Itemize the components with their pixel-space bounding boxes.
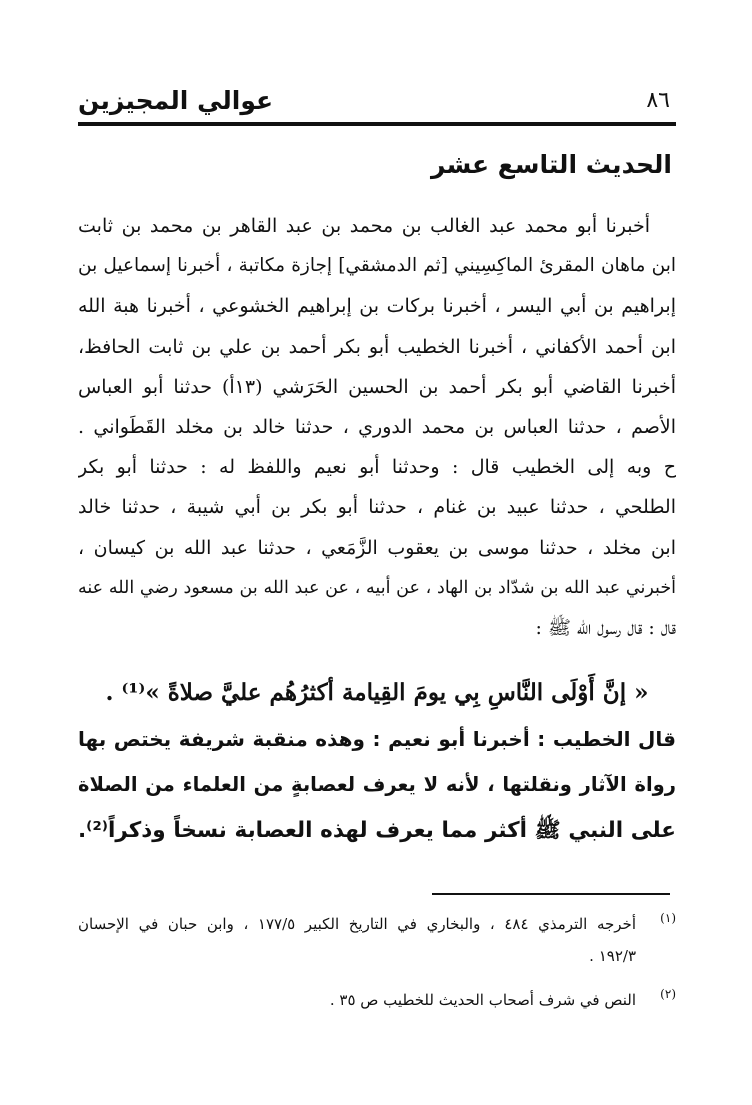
text-line: أخبرنا أبو محمد عبد الغالب بن محمد بن عبد القاهر بن محمد بن ثابت <box>78 215 650 237</box>
footnote-text <box>78 908 636 972</box>
section-title: الحديث التاسع عشر <box>431 150 672 179</box>
text-line: أخبرنا القاضي أبو بكر أحمد بن الحسين الحَرَشي (١٣أ) حدثنا أبو العباس <box>78 375 676 398</box>
footnote-line: أخرجه الترمذي ٤٨٤ ، والبخاري في التاريخ الكبير ١٧٧/٥ ، وابن حبان في الإحسان <box>78 915 636 933</box>
text-line: ابن ماهان المقرئ الماكِسِيني [ثم الدمشقي] إجازة مكاتبة ، أخبرنا إسماعيل بن <box>78 255 676 277</box>
footnotes <box>78 908 676 1028</box>
footnote-line: النص في شرف أصحاب الحديث للخطيب ص ٣٥ . <box>329 991 636 1009</box>
hadith-text: « إنَّ أَوْلَى النَّاسِ بِي يومَ القِيامة أكثرُهُم عليَّ صلاةً »⁽¹⁾ . <box>105 679 649 706</box>
footnote-mark: (٢) <box>660 987 676 1001</box>
page-number: ٨٦ <box>646 88 670 113</box>
footnote-text <box>78 984 636 1016</box>
footnote-line: ١٩٢/٣ . <box>589 947 636 965</box>
text-line: ح وبه إلى الخطيب قال : وحدثنا أبو نعيم واللفظ له : حدثنا أبو بكر <box>78 456 676 479</box>
khatib-comment <box>78 716 676 854</box>
text-line: إبراهيم بن أبي اليسر ، أخبرنا بركات بن إبراهيم الخشوعي ، أخبرنا هبة الله <box>78 295 676 318</box>
text-line: الأصم ، حدثنا العباس بن محمد الدوري ، حدثنا خالد بن مخلد القَطَواني . <box>78 415 676 438</box>
text-line: قال : قال رسول الله ﷺ : <box>535 616 676 639</box>
text-line: أخبرني عبد الله بن شدّاد بن الهاد ، عن أبيه ، عن عبد الله بن مسعود رضي الله عنه <box>78 577 676 598</box>
footnote-rule <box>432 893 670 895</box>
running-title: عوالي المجيزين <box>78 86 274 115</box>
isnad-paragraph <box>78 206 676 648</box>
text-line: ابن مخلد ، حدثنا موسى بن يعقوب الزَّمَعي ، حدثنا عبد الله بن كيسان ، <box>78 536 676 559</box>
footnote-mark: (١) <box>660 911 676 925</box>
page-header <box>78 86 676 124</box>
header-rule <box>78 122 676 126</box>
footnote-2 <box>78 984 676 1016</box>
text-line: الطلحي ، حدثنا عبيد بن غنام ، حدثنا أبو بكر بن أبي شيبة ، حدثنا خالد <box>78 496 676 519</box>
bold-text-line: رواة الآثار ونقلتها ، لأنه لا يعرف لعصابةٍ من العلماء من الصلاة <box>78 773 676 796</box>
bold-text-line: قال الخطيب : أخبرنا أبو نعيم : وهذه منقبة شريفة يختص بها <box>78 727 676 751</box>
footnote-1 <box>78 908 676 972</box>
bold-text-line: على النبي ﷺ أكثر مما يعرف لهذه العصابة نسخاً وذكراً⁽²⁾. <box>78 818 676 843</box>
text-line: ابن أحمد الأكفاني ، أخبرنا الخطيب أبو بكر أحمد بن علي بن ثابت الحافظ، <box>78 335 676 358</box>
